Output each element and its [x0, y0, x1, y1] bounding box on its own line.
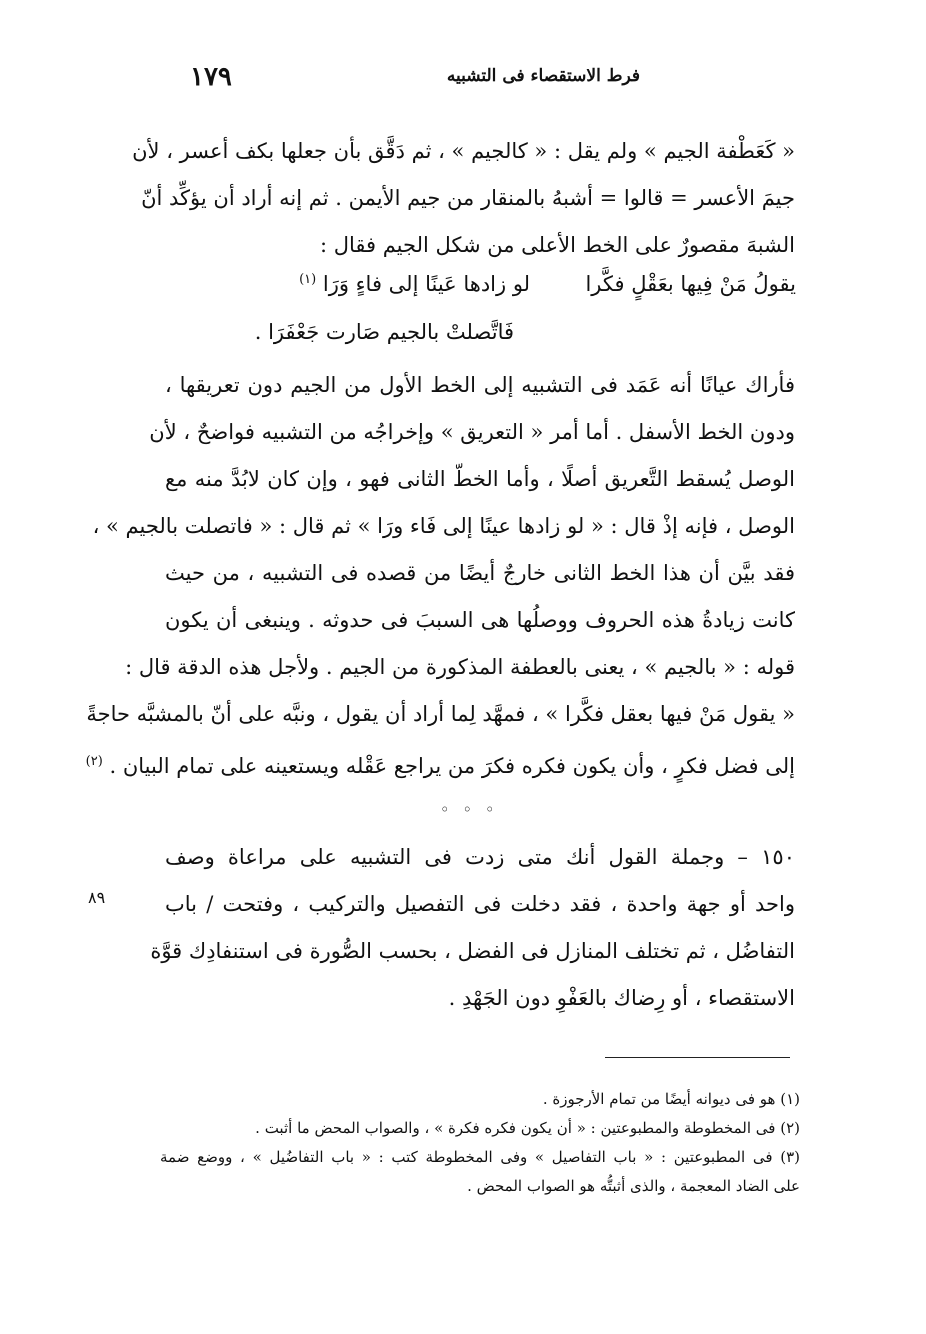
footnote-2: (٢) فى المخطوطة والمطبوعتين : « أن يكون فكره فكرة » ، والصواب المحض ما أثبت .	[255, 1119, 800, 1137]
footnote-separator	[605, 1057, 790, 1058]
footnote-3: (٣) فى المطبوعتين : « باب التفاصيل » وفى المخطوطة كتب : « باب التفاضُيل » ، ووضع ضمة	[160, 1148, 800, 1166]
footnotes	[160, 1085, 800, 1201]
text-line: قوله : « بالجيم » ، يعنى بالعطفة المذكورة من الجيم . ولأجل هذه الدقة قال :	[125, 655, 795, 679]
text-line: فقد بيَّن أن هذا الخط الثانى خارجٌ أيضًا من قصده فى التشبيه ، من حيث	[165, 561, 795, 585]
text-line: « كَعَطْفة الجيم » ولم يقل : « كالجيم » ، ثم دَقَّق بأن جعلها بكف أعسر ، لأن	[132, 139, 795, 163]
text-line: الوصل ، فإنه إذْ قال : « لو زادها عينًا إلى فَاء ورَا » ثم قال : « فاتصلت بالجيم » ،	[92, 514, 795, 538]
text-line: التفاضُل ، ثم تختلف المنازل فى الفضل ، بحسب الصُّورة فى استنفادِك قوَّة	[150, 939, 795, 963]
text-line	[85, 738, 795, 785]
text-line: واحد أو جهة واحدة ، فقد دخلت فى التفصيل والتركيب ، وفتحت / باب	[165, 892, 795, 916]
verse-hemistich-1: يقولُ مَنْ فِيها بعَقْلٍ فكَّرا	[585, 272, 796, 296]
paragraph-3	[150, 834, 795, 1022]
text-line: كانت زيادةُ هذه الحروف ووصلُها هى السببَ فى حدوثه . وينبغى أن يكون	[165, 608, 795, 632]
text-line: جيمَ الأعسر = قالوا = أشبهُ بالمنقار من جيم الأيمن . ثم إنه أراد أن يؤكِّد أنّ	[141, 186, 795, 210]
margin-page-number: ٨٩	[88, 888, 106, 907]
text-line: الوصل يُسقط التَّعريق أصلًا ، وأما الخطّ الثانى فهو ، وإن كان لابُدَّ منه مع	[165, 467, 795, 491]
running-title: فرط الاستقصاء فى التشبيه	[446, 66, 640, 86]
footnote-ref-2: (٢)	[85, 754, 103, 769]
paragraph-2	[85, 362, 795, 785]
verse-hemistich-2: لو زادها عَينًا إلى فاءٍ وَرَا	[322, 272, 531, 296]
page-number: ١٧٩	[190, 62, 232, 92]
running-header	[190, 62, 790, 96]
footnote-1: (١) هو فى ديوانه أيضًا من تمام الأرجوزة .	[542, 1090, 800, 1108]
footnote-ref-1: (١)	[299, 272, 317, 287]
text-line: الشبهَ مقصورٌ على الخط الأعلى من شكل الجيم فقال :	[319, 233, 795, 257]
footnote-3-continued: على الضاد المعجمة ، والذى أثبتُّه هو الصواب المحض .	[467, 1177, 800, 1195]
verse-line-2-text: فَاتَّصلتْ بالجيم صَارت جَعْفَرَا .	[254, 320, 514, 344]
verse-line-1	[299, 272, 796, 296]
text-line: ١٥٠ – وجملة القول أنك متى زدت فى التشبيه على مراعاة وصف	[165, 845, 795, 869]
text-line-content: إلى فضل فكرٍ ، وأن يكون فكره فكرَ من يراجع عَقْله ويستعينه على تمام البيان .	[109, 754, 795, 778]
paragraph-1	[132, 128, 795, 269]
text-line: الاستقصاء ، أو رِضاك بالعَفْوِ دون الجَهْدِ .	[448, 986, 795, 1010]
text-line: ودون الخط الأسفل . أما أمر « التعريق » وإخراجُه من التشبيه فواضحٌ ، لأن	[149, 420, 795, 444]
text-line: فأراك عيانًا أنه عَمَد فى التشبيه إلى الخط الأول من الجيم دون تعريقها ،	[165, 373, 795, 397]
section-break: ◦ ◦ ◦	[440, 800, 499, 819]
text-line: « يقول مَنْ فيها بعقل فكَّرا » ، فمهَّد لِما أراد أن يقول ، ونبَّه على أنّ بالمشبَّه حاجةً	[86, 702, 795, 726]
verse-line-2	[255, 320, 514, 344]
